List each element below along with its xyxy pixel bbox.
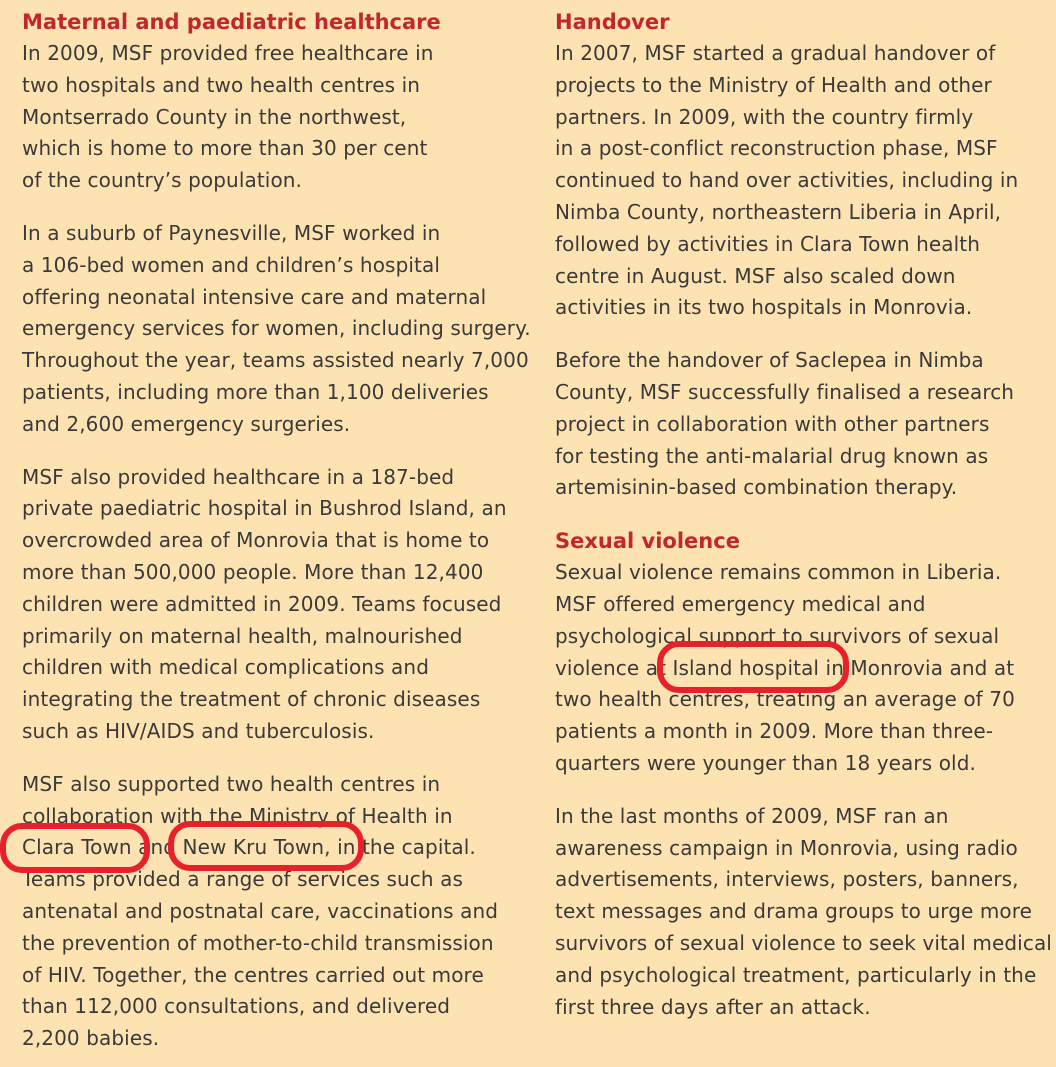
- text-line: project in collaboration with other partners: [555, 411, 990, 436]
- text-line: such as HIV/AIDS and tuberculosis.: [22, 718, 375, 743]
- text-line: centre in August. MSF also scaled down: [555, 263, 956, 288]
- section-heading-handover: Handover: [555, 10, 670, 34]
- text-line: children with medical complications and: [22, 655, 429, 680]
- highlight-ring-clara-town: [0, 823, 150, 873]
- text-line: Throughout the year, teams assisted nearly 7,000: [22, 348, 529, 373]
- text-line: than 112,000 consultations, and delivered: [22, 994, 451, 1019]
- text-line: psychological support to survivors of sexual: [555, 623, 1000, 648]
- text-line: followed by activities in Clara Town health: [555, 231, 981, 256]
- text-line: overcrowded area of Monrovia that is home to: [22, 528, 490, 553]
- text-line: of the country’s population.: [22, 168, 303, 193]
- paragraph: [22, 218, 532, 441]
- text-line: in a post-conflict reconstruction phase, MSF: [555, 136, 998, 161]
- text-line: MSF also supported two health centres in: [22, 771, 441, 796]
- text-line: text messages and drama groups to urge more: [555, 899, 1033, 924]
- text-line: a 106-bed women and children’s hospital: [22, 252, 440, 277]
- paragraph: [22, 769, 532, 1055]
- text-line: violence at Island hospital in Monrovia and at: [555, 655, 1015, 680]
- text-line: In the last months of 2009, MSF ran an: [555, 803, 949, 828]
- text-line: activities in its two hospitals in Monrovia.: [555, 295, 973, 320]
- text-line: patients, including more than 1,100 deliveries: [22, 379, 489, 404]
- text-line: Montserrado County in the northwest,: [22, 104, 407, 129]
- paragraph: [22, 462, 532, 748]
- text-line: and psychological treatment, particularly in the: [555, 962, 1037, 987]
- text-line: patients a month in 2009. More than three-: [555, 719, 994, 744]
- text-line: survivors of sexual violence to seek vital medical: [555, 930, 1052, 955]
- text-line: quarters were younger than 18 years old.: [555, 750, 976, 775]
- text-line: artemisinin-based combination therapy.: [555, 475, 958, 500]
- text-line: children were admitted in 2009. Teams focused: [22, 591, 502, 616]
- text-line: Teams provided a range of services such as: [22, 867, 463, 892]
- section-heading-sexual-violence: Sexual violence: [555, 529, 740, 554]
- text-line: County, MSF successfully finalised a research: [555, 379, 1015, 404]
- text-line: which is home to more than 30 per cent: [22, 136, 428, 161]
- text-line: the prevention of mother-to-child transmission: [22, 930, 494, 955]
- text-line: Before the handover of Saclepea in Nimba: [555, 348, 984, 373]
- right-column: [555, 6, 1050, 1023]
- text-line: Sexual violence remains common in Liberia.: [555, 560, 1002, 585]
- highlight-ring-island-hospital: [657, 641, 849, 693]
- text-line: 2,200 babies.: [22, 1026, 160, 1051]
- paragraph: [22, 38, 532, 197]
- paragraph: [555, 38, 1050, 324]
- text-line: Nimba County, northeastern Liberia in April,: [555, 199, 1002, 224]
- text-line: more than 500,000 people. More than 12,400: [22, 559, 484, 584]
- text-line: two health centres, treating an average of 70: [555, 687, 1015, 712]
- text-line: advertisements, interviews, posters, banners,: [555, 867, 1019, 892]
- text-line: In 2009, MSF provided free healthcare in: [22, 41, 434, 65]
- text-line: MSF offered emergency medical and: [555, 591, 926, 616]
- text-line: for testing the anti-malarial drug known as: [555, 443, 989, 468]
- text-line: emergency services for women, including surgery.: [22, 316, 531, 341]
- text-line: Clara Town and New Kru Town, in the capital.: [22, 835, 476, 860]
- text-line: offering neonatal intensive care and maternal: [22, 284, 487, 309]
- text-line: In a suburb of Paynesville, MSF worked in: [22, 220, 441, 245]
- text-line: of HIV. Together, the centres carried out more: [22, 962, 484, 987]
- text-line: private paediatric hospital in Bushrod Island, an: [22, 496, 507, 521]
- text-line: two hospitals and two health centres in: [22, 72, 421, 97]
- text-line: In 2007, MSF started a gradual handover of: [555, 41, 996, 65]
- text-line: integrating the treatment of chronic diseases: [22, 687, 481, 712]
- text-line: primarily on maternal health, malnourished: [22, 623, 463, 648]
- text-line: MSF also provided healthcare in a 187-bed: [22, 464, 455, 489]
- section-heading-maternal: Maternal and paediatric healthcare: [22, 10, 441, 34]
- left-column: [22, 6, 532, 1055]
- paragraph: [555, 345, 1050, 504]
- text-line: awareness campaign in Monrovia, using radio: [555, 835, 1018, 860]
- text-line: antenatal and postnatal care, vaccinations and: [22, 898, 499, 923]
- text-line: projects to the Ministry of Health and other: [555, 72, 992, 97]
- text-line: partners. In 2009, with the country firmly: [555, 104, 974, 129]
- text-line: continued to hand over activities, including in: [555, 168, 1019, 193]
- highlight-ring-new-kru-town: [168, 821, 364, 871]
- text-line: first three days after an attack.: [555, 994, 871, 1019]
- paragraph: [555, 801, 1050, 1024]
- text-line: collaboration with the Ministry of Health in: [22, 803, 453, 828]
- text-line: and 2,600 emergency surgeries.: [22, 411, 351, 436]
